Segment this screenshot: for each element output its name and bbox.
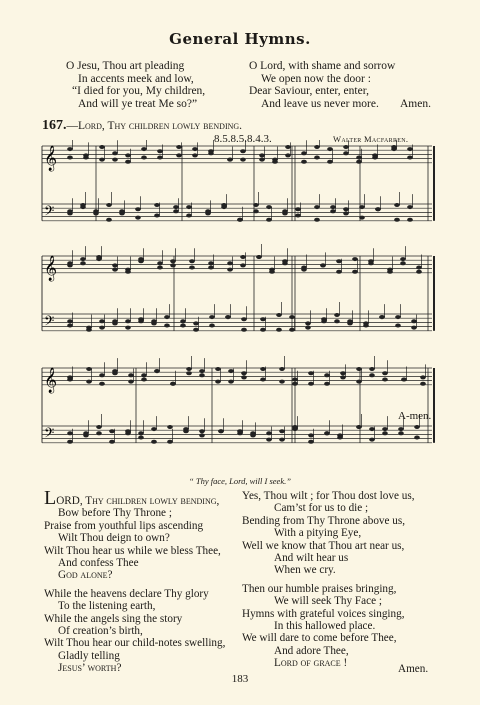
note-head [314,205,320,209]
note-head [186,214,192,218]
note-head [282,211,288,215]
note-head [308,440,314,444]
verse-line: In accents meek and low, [78,72,194,85]
note-head [199,373,205,377]
note-head [173,205,179,209]
verse-line: Bow before Thy Throne ; [58,507,172,520]
note-head [285,153,291,157]
note-head [138,431,144,435]
note-head [363,324,369,328]
note-head [327,160,333,164]
note-head [337,433,343,437]
note-head [67,324,73,328]
lower-verse-left [44,487,226,675]
verse-line: And wilt hear us [274,552,349,565]
note-head [407,156,413,160]
note-head [260,378,266,382]
note-head [80,261,86,265]
note-head [314,145,320,149]
note-head [112,263,118,267]
note-head [186,371,192,375]
amen-lyric: A-men. [398,410,432,422]
note-head [259,153,265,157]
verse-line: Of creation’s birth, [58,625,143,638]
note-head [272,160,278,164]
note-head [240,255,246,259]
note-head [183,429,189,433]
note-head [285,145,291,149]
note-head [151,427,157,431]
note-head [189,266,195,270]
note-head [221,203,227,207]
note-head [324,431,330,435]
note-head [395,315,401,319]
verse-line: When we cry. [274,564,336,577]
note-head [400,257,406,261]
note-head [295,214,301,218]
note-head [391,145,397,149]
note-head [356,367,362,371]
note-head [135,207,141,211]
note-head [99,158,105,162]
verse-line: Well we know that Thou art near us, [242,539,405,552]
note-head [369,373,375,377]
note-head [86,367,92,371]
note-head [227,261,233,265]
note-head [80,205,86,209]
note-head [208,151,214,155]
note-head [259,158,265,162]
music-score [36,140,446,470]
note-head [394,203,400,207]
verse-line: While the angels sing the story [44,612,183,625]
note-head [266,205,272,209]
bass-clef-icon: 𝄢 [44,312,55,332]
note-head [141,378,147,382]
top-verse-left [66,60,205,110]
note-head [141,373,147,377]
note-head [125,326,131,330]
note-head [347,319,353,323]
note-head [414,425,420,429]
note-head [112,151,118,155]
note-head [157,261,163,265]
note-head [398,431,404,435]
note-head [279,367,285,371]
note-head [276,313,282,317]
note-head [356,425,362,429]
hymn-number: 167. [42,118,67,133]
note-head [218,429,224,433]
note-head [157,149,163,153]
verse-line: And leave us never more. [261,97,379,110]
note-head [112,158,118,162]
note-head [336,270,342,274]
top-amen: Amen. [400,97,431,110]
note-head [193,321,199,325]
verse-line: “I died for you, My children, [72,85,206,97]
note-head [228,380,234,384]
note-head [209,324,215,328]
note-head [164,315,170,319]
note-head [112,371,118,375]
note-head [352,257,358,261]
verse-line: Jesus’ worth? [58,662,122,675]
note-head [321,317,327,321]
note-head [241,375,247,379]
note-head [67,147,73,151]
verse-line: O Jesu, Thou art pleading [66,60,185,72]
note-head [138,317,144,321]
note-head [308,371,314,375]
note-head [305,326,311,330]
note-head [128,373,134,377]
note-head [356,160,362,164]
note-head [240,158,246,162]
verse-line: With a pitying Eye, [274,527,362,540]
note-head [199,369,205,373]
note-head [109,440,115,444]
note-head [382,431,388,435]
note-head [125,160,131,164]
note-head [83,433,89,437]
note-head [295,207,301,211]
note-head [96,431,102,435]
verse-line: Praise from youthful lips ascending [44,519,204,532]
lower-amen: Amen. [398,663,429,675]
note-head [67,319,73,323]
note-head [416,266,422,270]
note-head [324,382,330,386]
note-head [141,156,147,160]
note-head [125,429,131,433]
note-head [241,371,247,375]
note-head [99,373,105,377]
note-head [157,156,163,160]
note-head [279,380,285,384]
verse-line: LORD, Thy children lowly bending, [44,487,220,509]
note-head [308,382,314,386]
note-head [125,153,131,157]
note-head [240,149,246,153]
note-head [352,270,358,274]
note-head [192,153,198,157]
bass-clef-icon: 𝄢 [44,424,55,444]
note-head [186,367,192,371]
verse-line: Yes, Thou wilt ; for Thou dost love us, [242,490,415,502]
note-head [67,431,73,435]
hymn-heading [42,118,242,134]
note-head [379,315,385,319]
note-head [86,328,92,332]
note-head [387,270,393,274]
drop-cap: L [44,487,57,509]
note-head [86,380,92,384]
verse-line: God alone? [58,569,113,582]
note-head [170,382,176,386]
lower-verse-right [242,490,415,670]
note-head [128,380,134,384]
note-head [414,436,420,440]
page-number: 183 [231,673,249,685]
note-head [225,315,231,319]
top-verse-right [249,60,395,110]
note-head [330,209,336,213]
note-head [369,367,375,371]
note-head [336,259,342,263]
note-head [180,319,186,323]
page-header: General Hymns. [169,30,311,48]
hymn-title: —Lord, Thy children lowly bending. [66,120,243,132]
note-head [154,214,160,218]
note-head [282,261,288,265]
note-head [240,263,246,267]
verse-line: Wilt Thou hear us while we bless Thee, [44,544,221,557]
note-head [416,270,422,274]
verse-line: And confess Thee [58,557,139,570]
note-head [135,216,141,220]
note-head [343,151,349,155]
note-head [138,436,144,440]
note-head [269,270,275,274]
note-head [176,145,182,149]
verse-line: O Lord, with shame and sorrow [249,60,396,72]
note-head [170,259,176,263]
note-head [199,433,205,437]
note-head [176,153,182,157]
note-head [340,375,346,379]
note-head [208,261,214,265]
note-head [215,367,221,371]
note-head [170,263,176,267]
note-head [227,158,233,162]
note-head [276,328,282,332]
note-head [250,431,256,435]
note-head [109,429,115,433]
hymn-meter: 8.5.8.5.8.4.3. [214,133,272,145]
note-head [420,382,426,386]
note-head [154,203,160,207]
note-head [356,156,362,160]
note-head [164,324,170,328]
note-head [67,156,73,160]
note-head [260,328,266,332]
note-head [411,326,417,330]
note-head [256,255,262,259]
note-head [205,209,211,213]
verse-line: We open now the door : [261,72,371,85]
note-head [395,324,401,328]
note-head [112,321,118,325]
note-head [334,313,340,317]
verse-line: Lord of grace ! [274,657,348,670]
note-head [96,425,102,429]
note-head [260,317,266,321]
note-head [324,373,330,377]
note-head [279,429,285,433]
note-head [407,218,413,222]
note-head [180,324,186,328]
note-head [96,255,102,259]
note-head [192,147,198,151]
verse-line: Wilt Thou deign to own? [58,532,170,545]
note-head [368,261,374,265]
verse-line: Then our humble praises bringing, [242,582,397,595]
note-head [125,270,131,274]
note-head [106,218,112,222]
verse-line: We will seek Thy Face ; [274,595,382,608]
note-head [125,319,131,323]
note-head [372,153,378,157]
note-head [382,427,388,431]
note-head [112,268,118,272]
treble-clef-icon: 𝄞 [44,367,58,393]
note-head [356,380,362,384]
note-head [227,268,233,272]
verse-line: Wilt Thou hear our child-notes swelling, [44,637,226,650]
note-head [400,261,406,265]
note-head [308,433,314,437]
verse-line: Gladly telling [58,649,120,662]
note-head [67,375,73,379]
verse-line: In this hallowed place. [274,620,376,633]
note-head [314,218,320,222]
note-head [266,431,272,435]
note-head [301,268,307,272]
note-head [167,440,173,444]
verse-line: Dear Saviour, enter, enter, [249,85,369,97]
note-head [343,145,349,149]
note-head [99,326,105,330]
note-head [151,321,157,325]
note-head [375,207,381,211]
note-head [407,205,413,209]
note-head [173,209,179,213]
note-head [382,371,388,375]
verse-line: To the listening earth, [58,600,156,613]
note-head [193,328,199,332]
note-head [151,440,157,444]
verse-line: And adore Thee, [274,644,349,657]
note-head [199,429,205,433]
note-head [398,427,404,431]
note-head [327,147,333,151]
note-head [420,375,426,379]
note-head [301,160,307,164]
note-head [305,321,311,325]
note-head [138,257,144,261]
treble-clef-icon: 𝄞 [44,255,58,281]
note-head [208,266,214,270]
verse-line: Hymns with grateful voices singing, [242,607,405,620]
note-head [141,147,147,151]
note-head [67,211,73,215]
note-head [99,319,105,323]
verse-line: While the heavens declare Thy glory [44,587,209,600]
note-head [186,205,192,209]
note-head [80,257,86,261]
note-head [260,367,266,371]
note-head [382,378,388,382]
note-head [340,371,346,375]
note-head [241,328,247,332]
note-head [279,438,285,442]
note-head [266,438,272,442]
note-head [119,209,125,213]
treble-clef-icon: 𝄞 [44,145,58,171]
footnote: “ Thy face, Lord, will I seek.” [189,476,291,486]
verse-line: We will dare to come before Thee, [242,632,397,645]
hymn-composer: Walter Macfarren. [333,134,409,144]
note-head [343,207,349,211]
note-head [83,156,89,160]
note-head [99,145,105,149]
verse-line: Cam’st for us to die ; [274,502,369,515]
note-head [157,266,163,270]
note-head [228,369,234,373]
note-head [301,151,307,155]
note-head [215,380,221,384]
note-head [343,211,349,215]
note-head [99,382,105,386]
note-head [401,378,407,382]
note-head [314,156,320,160]
note-head [266,218,272,222]
verse-line: And will ye treat Me so?” [78,97,198,110]
bass-clef-icon: 𝄢 [44,202,55,222]
note-head [106,203,112,207]
verse-line: Bending from Thy Throne above us, [242,514,406,527]
note-head [369,427,375,431]
note-head [67,440,73,444]
note-head [67,263,73,267]
note-head [330,205,336,209]
note-head [241,317,247,321]
note-head [320,263,326,267]
note-head [394,218,400,222]
note-head [334,319,340,323]
note-head [369,438,375,442]
note-head [237,218,243,222]
note-head [411,319,417,323]
score-svg [36,140,446,470]
note-head [407,147,413,151]
note-head [167,425,173,429]
note-head [209,315,215,319]
note-head [189,259,195,263]
note-head [154,369,160,373]
note-head [237,429,243,433]
